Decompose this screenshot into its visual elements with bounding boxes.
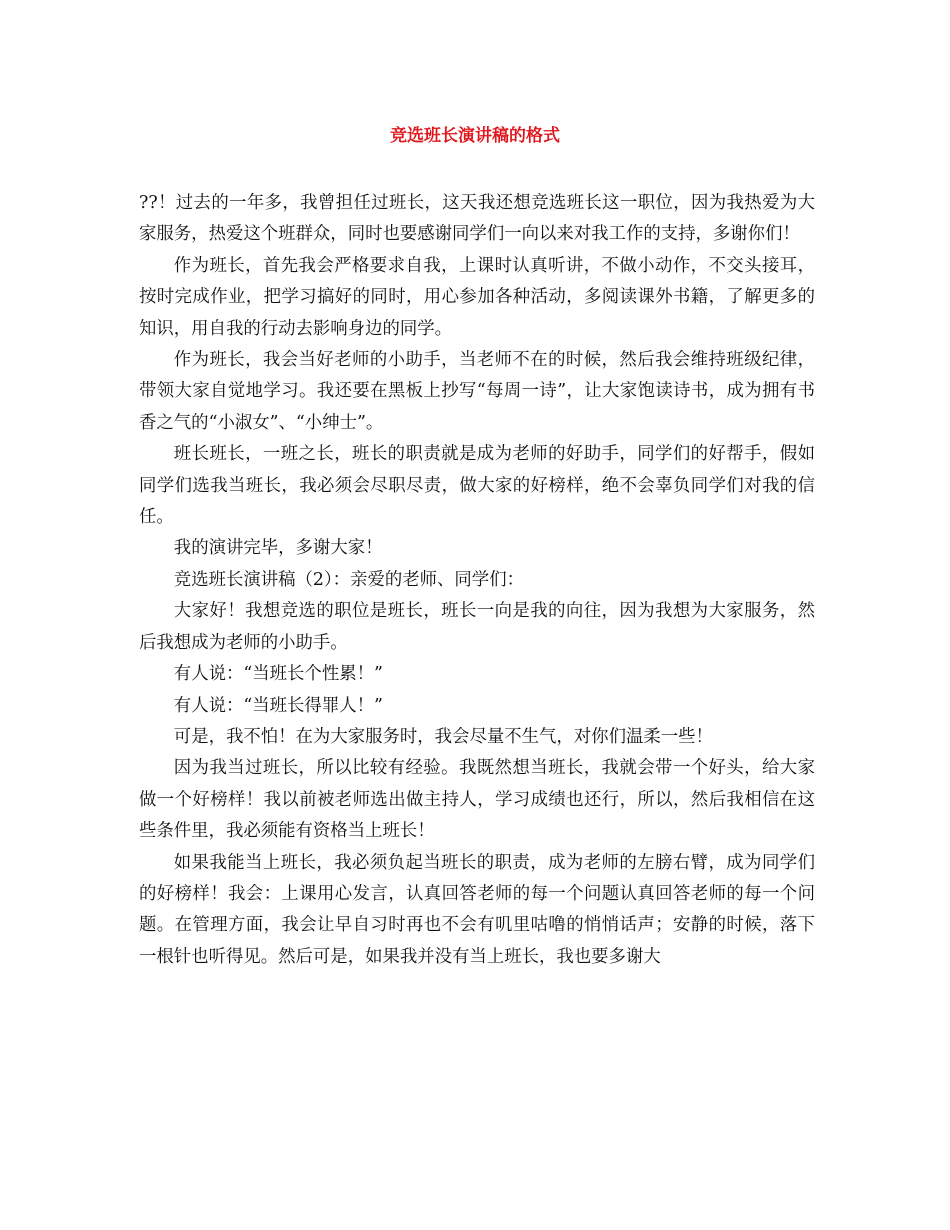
paragraph: 有人说：“当班长个性累！” — [173, 664, 383, 685]
paragraph: 班长班长，一班之长，班长的职责就是成为老师的好助手，同学们的好帮手，假如同学们选我当班长，我必须会尽职尽责，做大家的好榜样，绝不会辜负同学们对我的信任。 — [139, 444, 815, 528]
document-title: 竞选班长演讲稿的格式 — [390, 126, 560, 146]
paragraph: 作为班长，我会当好老师的小助手，当老师不在的时候，然后我会维持班级纪律，带领大家自觉地学习。我还要在黑板上抄写“每周一诗”，让大家饱读诗书，成为拥有书香之气的“小淑女”、“小绅士”。 — [139, 350, 815, 433]
paragraph: 竞选班长演讲稿（2）：亲爱的老师、同学们： — [173, 569, 524, 590]
document-body — [139, 188, 815, 973]
paragraph: 因为我当过班长，所以比较有经验。我既然想当班长，我就会带一个好头，给大家做一个好榜样！我以前被老师选出做主持人，学习成绩也还行，所以，然后我相信在这些条件里，我必须能有资格当上班长！ — [139, 758, 815, 842]
paragraph: 作为班长，首先我会严格要求自我，上课时认真听讲，不做小动作，不交头接耳，按时完成作业，把学习搞好的同时，用心参加各种活动，多阅读课外书籍，了解更多的知识，用自我的行动去影响身边的同学。 — [139, 255, 815, 339]
paragraph: ??！过去的一年多，我曾担任过班长，这天我还想竞选班长这一职位，因为我热爱为大家服务，热爱这个班群众，同时也要感谢同学们一向以来对我工作的支持，多谢你们！ — [139, 193, 815, 245]
paragraph: 有人说：“当班长得罪人！” — [173, 695, 383, 716]
paragraph: 如果我能当上班长，我必须负起当班长的职责，成为老师的左膀右臂，成为同学们的好榜样！我会：上课用心发言，认真回答老师的每一个问题认真回答老师的每一个问题。在管理方面，我会让早自习时再也不会有叽里咕噜的悄悄话声；安静的时候，落下一根针也听得见。然后可是，如果我并没有当上班长，我也要多谢大 — [139, 852, 815, 967]
paragraph: 可是，我不怕！在为大家服务时，我会尽量不生气，对你们温柔一些！ — [173, 726, 713, 747]
paragraph: 大家好！我想竞选的职位是班长，班长一向是我的向往，因为我想为大家服务，然后我想成为老师的小助手。 — [139, 601, 815, 653]
paragraph: 我的演讲完毕，多谢大家！ — [173, 538, 383, 559]
